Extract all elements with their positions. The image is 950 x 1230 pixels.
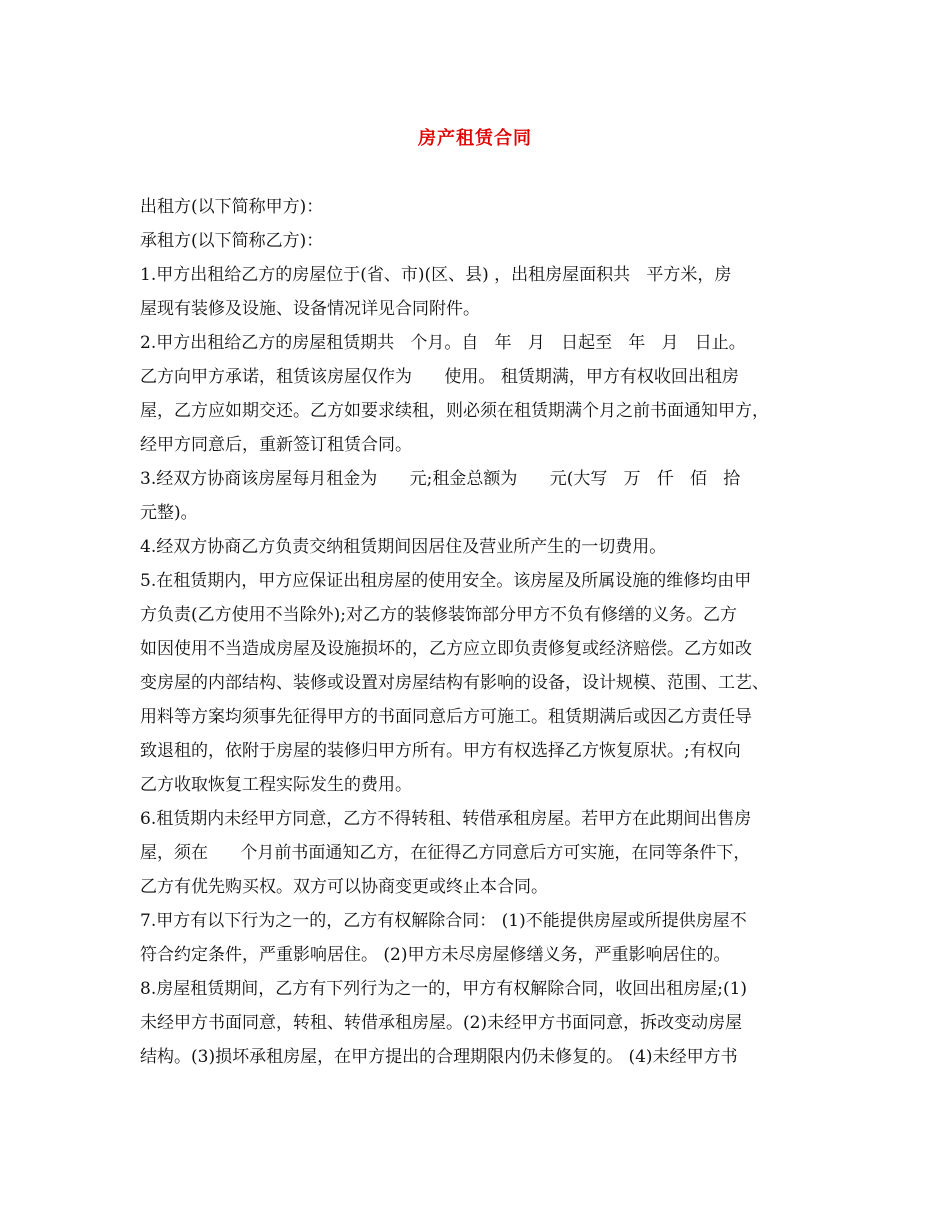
text-line: 未经甲方书面同意，转租、转借承租房屋。(2)未经甲方书面同意，拆改变动房屋 bbox=[140, 1013, 743, 1033]
text-line: 乙方收取恢复工程实际发生的费用。 bbox=[140, 775, 412, 795]
text-line: 元整)。 bbox=[140, 503, 198, 523]
text-line: 6.租赁期内未经甲方同意，乙方不得转租、转借承租房屋。若甲方在此期间出售房 bbox=[140, 809, 752, 829]
text-line: 如因使用不当造成房屋及设施损坏的，乙方应立即负责修复或经济赔偿。乙方如改 bbox=[140, 639, 752, 659]
text-line: 3.经双方协商该房屋每月租金为 元;租金总额为 元(大写 万 仟 佰 拾 bbox=[140, 469, 741, 489]
text-line: 致退租的，依附于房屋的装修归甲方所有。甲方有权选择乙方恢复原状。;有权向 bbox=[140, 741, 741, 761]
document-title: 房产租赁合同 bbox=[418, 128, 532, 149]
text-line: 乙方有优先购买权。双方可以协商变更或终止本合同。 bbox=[140, 877, 548, 897]
text-line: 屋，须在 个月前书面通知乙方，在征得乙方同意后方可实施，在同等条件下， bbox=[140, 843, 751, 863]
text-line: 结构。(3)损坏承租房屋，在甲方提出的合理期限内仍未修复的。 (4)未经甲方书 bbox=[140, 1047, 738, 1067]
text-line: 8.房屋租赁期间，乙方有下列行为之一的，甲方有权解除合同，收回出租房屋;(1) bbox=[140, 979, 748, 999]
text-line: 5.在租赁期内，甲方应保证出租房屋的使用安全。该房屋及所属设施的维修均由甲 bbox=[140, 571, 752, 591]
document-body bbox=[140, 190, 820, 1074]
text-line: 屋现有装修及设施、设备情况详见合同附件。 bbox=[140, 299, 480, 319]
text-line: 屋，乙方应如期交还。乙方如要求续租，则必须在租赁期满个月之前书面通知甲方， bbox=[140, 401, 769, 421]
text-line: 变房屋的内部结构、装修或设置对房屋结构有影响的设备，设计规模、范围、工艺、 bbox=[140, 673, 769, 693]
text-line: 4.经双方协商乙方负责交纳租赁期间因居住及营业所产生的一切费用。 bbox=[140, 537, 667, 557]
text-line: 符合约定条件，严重影响居住。 (2)甲方未尽房屋修缮义务，严重影响居住的。 bbox=[140, 945, 731, 965]
text-line: 承租方(以下简称乙方)： bbox=[140, 231, 324, 251]
text-line: 1.甲方出租给乙方的房屋位于(省、市)(区、县) ，出租房屋面积共 平方米，房 bbox=[140, 265, 732, 285]
text-line: 方负责(乙方使用不当除外);对乙方的装修装饰部分甲方不负有修缮的义务。乙方 bbox=[140, 605, 737, 625]
text-line: 乙方向甲方承诺，租赁该房屋仅作为 使用。 租赁期满，甲方有权收回出租房 bbox=[140, 367, 739, 387]
text-line: 出租方(以下简称甲方)： bbox=[140, 197, 324, 217]
text-line: 用料等方案均须事先征得甲方的书面同意后方可施工。租赁期满后或因乙方责任导 bbox=[140, 707, 752, 727]
text-line: 2.甲方出租给乙方的房屋租赁期共 个月。自 年 月 日起至 年 月 日止。 bbox=[140, 333, 746, 353]
text-line: 7.甲方有以下行为之一的，乙方有权解除合同： (1)不能提供房屋或所提供房屋不 bbox=[140, 911, 747, 931]
text-line: 经甲方同意后，重新签订租赁合同。 bbox=[140, 435, 412, 455]
